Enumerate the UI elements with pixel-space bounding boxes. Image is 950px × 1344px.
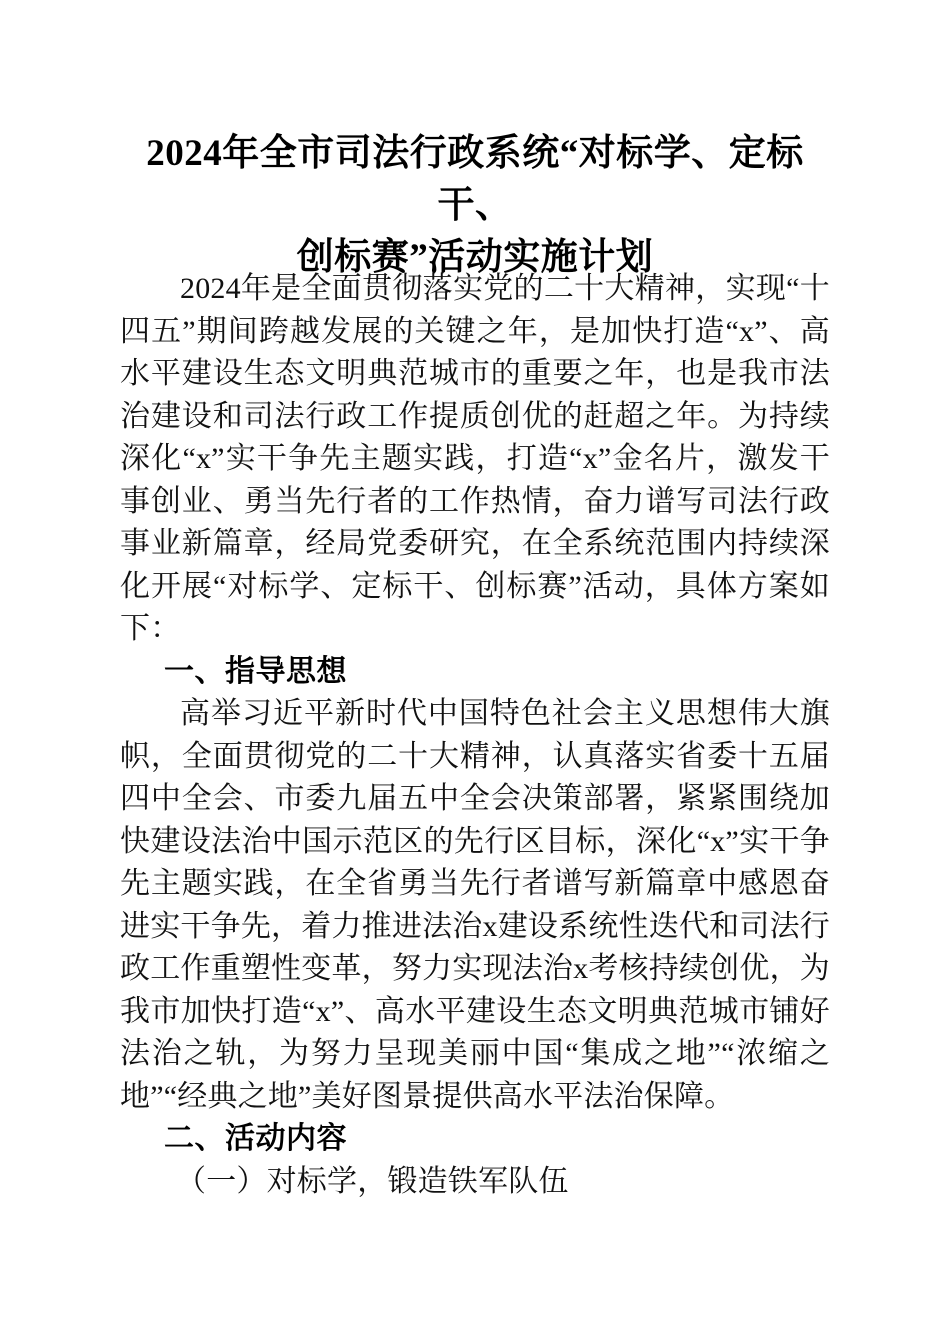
heading-guiding-ideology: 一、指导思想 (164, 654, 347, 688)
document-body (120, 268, 830, 1203)
intro-paragraph: 2024年是全面贯彻落实党的二十大精神，实现“十四五”期间跨越发展的关键之年，是加快打造“x”、高水平建设生态文明典范城市的重要之年，也是我市法治建设和司法行政工作提质创优的赶超之年。为持续深化“x”实干争先主题实践，打造“x”金名片，激发干事创业、勇当先行者的工作热情，奋力谱写司法行政事业新篇章，经局党委研究，在全系统范围内持续深化开展“对标学、定标干、创标赛”活动，具体方案如下： (120, 272, 830, 645)
heading-activity-content: 二、活动内容 (164, 1122, 347, 1155)
page-title (120, 128, 830, 284)
subheading-benchmark-study: （一）对标学，锻造铁军队伍 (176, 1164, 569, 1198)
guiding-ideology-paragraph: 高举习近平新时代中国特色社会主义思想伟大旗帜，全面贯彻党的二十大精神，认真落实省委十五届四中全会、市委九届五中全会决策部署，紧紧围绕加快建设法治中国示范区的先行区目标，深化“x”实干争先主题实践，在全省勇当先行者谱写新篇章中感恩奋进实干争先，着力推进法治x建设系统性迭代和司法行政工作重塑性变革，努力实现法治x考核持续创优，为我市加快打造“x”、高水平建设生态文明典范城市铺好法治之轨，为努力呈现美丽中国“集成之地”“浓缩之地”“经典之地”美好图景提供高水平法治保障。 (120, 697, 830, 1113)
page-title-line-2: 创标赛”活动实施计划 (296, 237, 654, 278)
page-title-line-1: 2024年全市司法行政系统“对标学、定标干、 (146, 133, 804, 226)
